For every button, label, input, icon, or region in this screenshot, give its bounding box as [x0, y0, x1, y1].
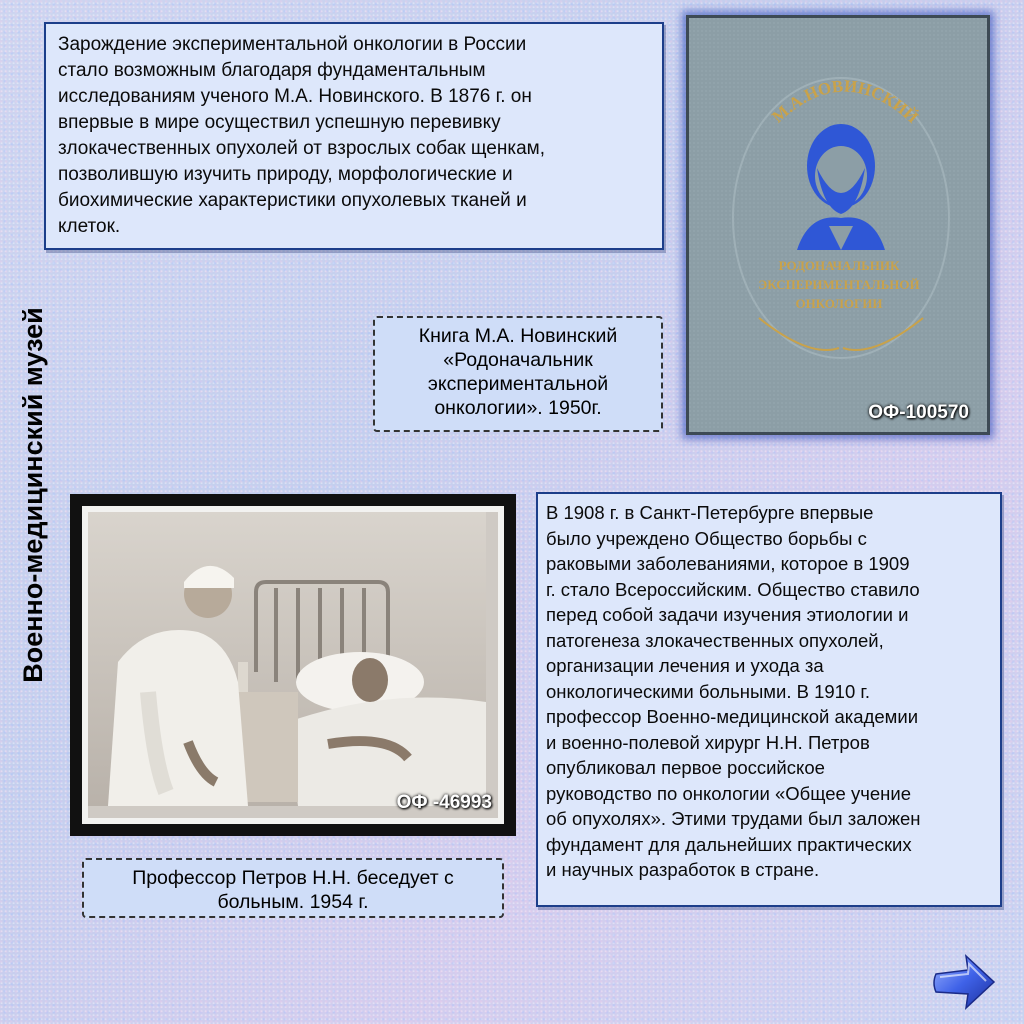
book-author-text: М.А.НОВИНСКИЙ: [768, 76, 922, 127]
book-inventory-badge: ОФ-100570: [868, 402, 969, 423]
caption-line: Книга М.А. Новинский: [418, 325, 618, 347]
text-line: фундамент для дальнейших практических: [546, 833, 912, 855]
book-subtitle-line: РОДОНАЧАЛЬНИК: [778, 258, 900, 273]
book-cover-image[interactable]: [686, 15, 990, 435]
intro-text-panel: [44, 22, 664, 250]
caption-line: «Родоначальник: [443, 349, 593, 371]
text-line: стало возможным благодаря фундаментальным: [58, 60, 486, 81]
painting-image: [88, 512, 498, 818]
caption-line: больным. 1954 г.: [217, 891, 369, 913]
text-line: профессор Военно-медицинской академии: [546, 706, 919, 727]
text-line: онкологическими больными. В 1910 г.: [546, 680, 871, 702]
painting-caption: [82, 858, 504, 918]
painting-mat: [82, 506, 504, 824]
text-line: злокачественных опухолей от взрослых собак щенкам,: [58, 138, 545, 159]
book-subtitle-line: ЭКСПЕРИМЕНТАЛЬНОЙ: [758, 277, 920, 292]
painting-inventory-badge: ОФ -46993: [396, 792, 492, 813]
text-line: раковыми заболеваниями, которое в 1909: [546, 553, 910, 574]
text-line: позволившую изучить природу, морфологические и: [58, 164, 513, 185]
text-line: было учреждено Общество борьбы с: [546, 527, 867, 549]
text-line: организации лечения и ухода за: [546, 655, 824, 676]
museum-title-vertical: Военно-медицинский музей: [18, 307, 48, 683]
text-line: и научных разработок в стране.: [546, 859, 820, 880]
text-line: и военно-полевой хирург Н.Н. Петров: [546, 731, 870, 753]
text-line: г. стало Всероссийским. Общество ставило: [546, 578, 920, 600]
text-line: биохимические характеристики опухолевых тканей и: [58, 190, 527, 211]
book-cover-art: [689, 18, 987, 432]
text-line: перед собой задачи изучения этиологии и: [546, 604, 909, 625]
text-line: клеток.: [58, 216, 121, 237]
text-line: Зарождение экспериментальной онкологии в России: [58, 34, 527, 55]
arrow-right-icon: [932, 952, 998, 1012]
painting-frame[interactable]: [70, 494, 516, 836]
text-line: исследованиям ученого М.А. Новинского. В 1876 г. он: [58, 86, 532, 107]
caption-line: онкологии». 1950г.: [434, 397, 602, 419]
text-line: руководство по онкологии «Общее учение: [546, 782, 911, 804]
history-text-panel: [536, 492, 1002, 907]
next-page-button[interactable]: [932, 952, 998, 1012]
text-line: патогенеза злокачественных опухолей,: [546, 629, 884, 651]
caption-line: Профессор Петров Н.Н. беседует с: [132, 867, 454, 889]
text-line: В 1908 г. в Санкт-Петербурге впервые: [546, 502, 874, 523]
text-line: об опухолях». Этими трудами был заложен: [546, 808, 921, 829]
text-line: впервые в мире осуществил успешную перевивку: [58, 112, 501, 133]
text-line: опубликовал первое российское: [546, 757, 825, 778]
caption-line: экспериментальной: [427, 373, 609, 395]
book-subtitle-line: ОНКОЛОГИИ: [795, 296, 883, 311]
book-caption: [373, 316, 663, 432]
